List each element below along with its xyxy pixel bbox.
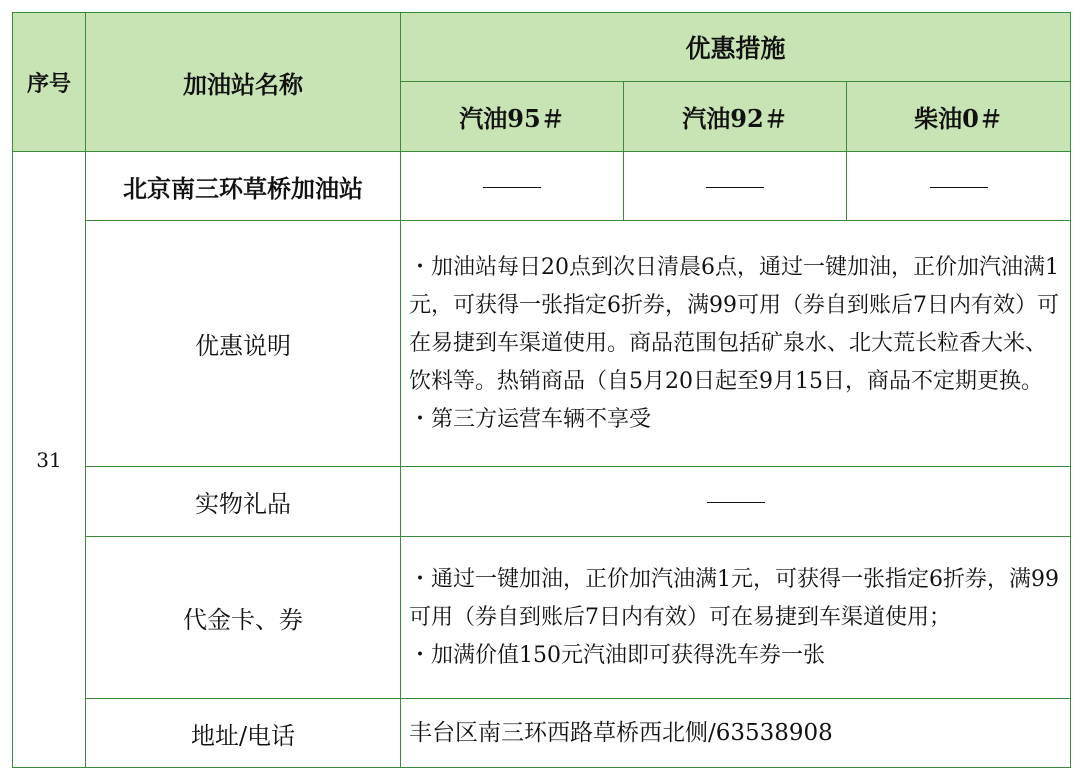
header-station-name: 加油站名称: [86, 13, 401, 152]
dash-mark: [930, 187, 988, 188]
dash-mark: [483, 187, 541, 188]
promo-label: 优惠说明: [86, 221, 401, 467]
voucher-description: [401, 537, 1071, 699]
address-row: [13, 699, 1071, 768]
voucher-paragraph: ・通过一键加油，正价加汽油满1元，可获得一张指定6折券，满99可用（券自到账后7日内有效）可在易捷到车渠道使用；: [409, 566, 1059, 630]
dash-mark: [706, 187, 764, 188]
promo-paragraph: ・加油站每日20点到次日清晨6点，通过一键加油，正价加汽油满1元，可获得一张指定6折券，满99可用（券自到账后7日内有效）可在易捷到车渠道使用。商品范围包括矿泉水、北大荒长粒香大米、饮料等。热销商品（自5月20日起至9月15日，商品不定期更换。: [409, 254, 1059, 394]
voucher-paragraph: ・加满价值150元汽油即可获得洗车券一张: [409, 642, 825, 668]
address-value: 丰台区南三环西路草桥西北侧/63538908: [401, 699, 1071, 768]
header-offers: 优惠措施: [401, 13, 1071, 82]
dash-mark: [707, 502, 765, 503]
fuel-92-value: [624, 152, 847, 221]
station-row: [13, 152, 1071, 221]
gift-label: 实物礼品: [86, 467, 401, 537]
header-fuel-95: 汽油95＃: [401, 82, 624, 152]
diesel-0-value: [847, 152, 1071, 221]
voucher-row: [13, 537, 1071, 699]
voucher-label: 代金卡、券: [86, 537, 401, 699]
address-label: 地址/电话: [86, 699, 401, 768]
header-seq: 序号: [13, 13, 86, 152]
gift-value: [401, 467, 1071, 537]
header-fuel-92: 汽油92＃: [624, 82, 847, 152]
promo-row: [13, 221, 1071, 467]
station-name: 北京南三环草桥加油站: [86, 152, 401, 221]
fuel-95-value: [401, 152, 624, 221]
row-seq: 31: [13, 152, 86, 768]
header-diesel-0: 柴油0＃: [847, 82, 1071, 152]
promo-paragraph: ・第三方运营车辆不享受: [409, 406, 652, 432]
header-row-top: [13, 13, 1071, 82]
promotion-table: [12, 12, 1071, 768]
promo-description: [401, 221, 1071, 467]
gift-row: [13, 467, 1071, 537]
